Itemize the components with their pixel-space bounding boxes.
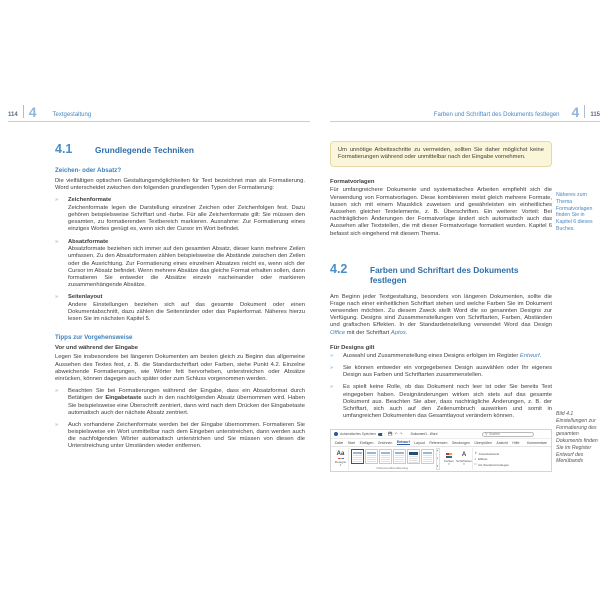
section-title: Grundlegende Techniken [95, 145, 194, 155]
formatvorlagen-paragraph: Für umfangreichere Dokumente und systematisches Arbeiten empfiehlt sich die Verwendung von Formatvorlagen. Diese kombinieren meist gleich mehrere Formate, lassen sich mit einem Mausklick zuweisen und gewährleisten ein einheitliches Aussehen gleicher Textelemente, z. B. Überschriften. Ein weiterer Vorteil: Bei nachträglichen Änderungen der Formatvorlage ändert sich automatisch auch das Aussehen aller Textstellen, die mit dieser Formatvorlage formatiert wurden. Kapitel 6 befasst sich eingehend mit diesem Thema. [330, 187, 552, 237]
page-left [8, 95, 310, 451]
bullet-text [68, 388, 305, 417]
subheading-zeichen-oder-absatz: Zeichen- oder Absatz? [55, 167, 122, 174]
style-set-thumbnail [407, 449, 420, 464]
right-page-number: 115 [590, 112, 600, 118]
tab-sendungen: Sendungen [451, 440, 470, 445]
style-set-thumbnail [365, 449, 378, 464]
colors-label: Farben [444, 459, 454, 464]
intro-mid: mit der Schriftart [345, 329, 391, 336]
right-text-column [330, 141, 552, 472]
bullet-title: Zeichenformate [68, 197, 112, 204]
group-label-dokumentformatierung: Dokumentformatierung [376, 465, 408, 470]
tip-text-pre: Beachten Sie bei Formatierungen während der Eingabe, dass ein Absatzformat durch Betätigen der [68, 388, 305, 402]
effects-label: Effekte [477, 457, 488, 462]
effects-icon: ◐ [474, 456, 477, 461]
undo-icon: ↶ [394, 431, 398, 436]
word-title-bar [331, 430, 551, 439]
designs-button [333, 448, 349, 470]
gallery-thumbnails [351, 449, 434, 464]
bullet-body [68, 294, 305, 323]
formatvorlagen-heading: Formatvorlagen [330, 179, 375, 186]
paragraph-spacing-label: Absatzabstand [478, 451, 500, 456]
style-set-thumbnail [379, 449, 392, 464]
list-item-design-3 [330, 384, 552, 420]
designs-palette-icon [338, 458, 344, 460]
design-name-office: Office [330, 329, 346, 336]
paragraph-spacing-button [475, 452, 550, 456]
chevron-down-icon: ▾ [463, 462, 465, 467]
search-icon: ⚲ [485, 431, 488, 436]
tab-ueberpruefen: Überprüfen [474, 440, 492, 445]
chevron-down-icon: ▾ [448, 462, 450, 467]
tip-note-box [330, 141, 552, 167]
bullet-body [68, 239, 305, 290]
document-title: Dokument1 - Word [410, 432, 438, 437]
section-4-1-heading [55, 142, 305, 156]
bullet-chevron-icon: » [55, 421, 59, 428]
thumb-title-bar [367, 452, 376, 454]
style-set-thumbnail [393, 449, 406, 464]
style-set-gallery [349, 448, 439, 470]
list-item-seitenlayout [55, 294, 305, 323]
bullet-text: Zeichenformate legen die Darstellung einzelner Zeichen oder Zeichenfolgen fest. Dazu gehören beispielsweise Schriftart und -farbe. Für alle Zeichenformate gilt: Sie müssen den gesamten, zu formatierenden Textbereich markieren. Ausnahme: Zur Formatierung eines einziges Wortes genügt es, wenn sich der Cursor im Wort befindet. [68, 204, 305, 233]
subsubheading-eingabe: Vor und während der Eingabe [55, 345, 139, 352]
fonts-icon: A [461, 452, 467, 459]
bullet-chevron-icon: » [55, 294, 59, 301]
register-entwurf-ref: Entwurf [519, 352, 540, 359]
bullet-text: Absatzformate beziehen sich immer auf den gesamten Absatz, dieser kann mehrere Zeilen umfassen. Zu den Absatzformaten zählen beispielsweise die Abstände zwischen den Zeilen oder die Ausrichtung. Zur Formatierung eines einzelnen Absatzes reicht es, wenn sich der Cursor im Absatz befindet. Wenn mehrere Absätze das gleiche Format erhalten sollen, dann formatieren Sie entweder die Absätze einzeln nacheinander oder markieren zusammenhängende Absätze. [68, 246, 305, 289]
intro-end: . [405, 329, 408, 336]
fuer-designs-gilt-heading: Für Designs gilt [330, 344, 375, 351]
tab-zeichnen: Zeichnen [377, 440, 393, 445]
intro-pre: Am Beginn jeder Textgestaltung, besonders von längeren Dokumenten, sollte die Frage nach einer einheitlichen Schriftart stehen und welche Farben Sie im Dokument verwenden möchten. Zu diesem Zweck stellt Word die so genannten Designs zur Verfügung. Designs sind Zusammenstellungen von Schriftarten, Farben, Abständen und grafischen Effekten. In der Standardeinstellung verwendet Word das Design [330, 293, 552, 329]
set-default-label: Als Standard festlegen [477, 462, 510, 467]
designs-icon: Aa [336, 451, 345, 458]
right-chapter-number: 4 [571, 104, 580, 120]
tips-intro-paragraph: Legen Sie insbesondere bei längeren Dokumenten am besten gleich zu Beginn das allgemeine Aussehen des Textes fest, z. B. die Standardschriftart oder Farben, siehe Punkt 4.2. Einzelne abweichende Formatierungen, wie Wörter fett hervorheben, unterstreichen oder Absätze einrücken, können dagegen auch später oder zum Schluss vorgenommen werden. [55, 354, 305, 382]
bullet-body [68, 197, 305, 233]
redo-icon: ↷ [399, 431, 403, 436]
note-box-text: Um unnötige Arbeitsschritte zu vermeiden, sollten Sie daher möglichst keine Formatierungen während oder unmittelbar nach der Eingabe vornehmen. [338, 147, 544, 161]
bullet-chevron-icon: » [330, 365, 334, 371]
bullet-text: Sie können entweder ein vorgegebenes Design auswählen oder Ihr eigenes Design aus Farben und Schriftarten zusammenstellen. [343, 365, 552, 379]
thumb-text-lines [367, 455, 376, 463]
design-bullet-pre: Auswahl und Zusammenstellung eines Designs erfolgen im Register [343, 352, 520, 359]
thumb-text-lines [395, 455, 404, 463]
section-title: Farben und Schriftart des Dokuments festlegen [370, 264, 519, 285]
page-right [330, 95, 600, 472]
thumb-text-lines [381, 455, 390, 463]
bullet-text: Es spielt keine Rolle, ob das Dokument noch leer ist oder Sie bereits Text eingegeben haben. Designänderungen wirken sich stets auf das gesamte Dokument aus. Beachten Sie aber, dass nachträgliche Änderungen, z. B. der Schriftart, sich auch auf den Zeilenumbruch auswirken und somit in umfangreichen Dokumenten das Gesamtlayout verändern können. [343, 384, 552, 420]
left-page-number: 114 [8, 112, 18, 118]
autosave-label: Automatisches Speichern [340, 432, 377, 437]
search-input [482, 432, 534, 437]
tab-datei: Datei [335, 440, 344, 445]
word-ribbon-screenshot [330, 429, 552, 472]
scroll-down-icon: ▾ [436, 457, 439, 461]
header-divider [23, 105, 24, 118]
tab-entwurf-active: Entwurf [396, 440, 410, 445]
scroll-up-icon: ▴ [436, 449, 439, 453]
tab-start: Start [347, 440, 356, 445]
section-number: 4.1 [55, 142, 73, 156]
tip-text-post: auch in den nachfolgenden Absatz übernommen wird. Haben Sie beispielsweise eine Überschrift zentriert, dann wird nach dem Drücken der Eingabetaste automatisch auch der nächste Absatz zentriert. [68, 395, 305, 416]
search-placeholder: Suchen [488, 432, 500, 437]
colors-icon [446, 453, 452, 459]
right-header-title: Farben und Schriftart des Dokuments festlegen [433, 112, 560, 118]
designs-label: Designs [334, 460, 347, 465]
left-header-title: Textgestaltung [52, 112, 92, 118]
style-set-thumbnail [351, 449, 364, 464]
list-item-zeichenformate [55, 197, 305, 233]
tab-referenzen: Referenzen [429, 440, 448, 445]
thumb-title-bar [381, 452, 390, 454]
ribbon-body [331, 447, 551, 471]
gallery-scrollbar [436, 448, 440, 470]
left-text-column [8, 142, 310, 451]
left-chapter-number: 4 [28, 104, 37, 120]
list-item-design-1 [330, 353, 552, 360]
autosave-toggle [378, 433, 385, 437]
right-running-head [330, 95, 600, 122]
bullet-text [343, 353, 552, 360]
list-item-absatzformate [55, 239, 305, 290]
font-name-aptos: Aptos [390, 329, 406, 336]
tip-text-bold: Eingabetaste [105, 395, 142, 402]
chevron-down-icon: ▾ [339, 463, 342, 468]
thumb-text-lines [353, 455, 362, 463]
tab-layout: Layout [414, 440, 425, 445]
subheading-tipps: Tipps zur Vorgehensweise [55, 334, 133, 342]
thumb-text-lines [409, 456, 418, 464]
bullet-chevron-icon: » [330, 384, 334, 391]
thumb-title-bar [423, 452, 432, 454]
tab-einfuegen: Einfügen [359, 440, 374, 445]
bullet-text: Auch vorhandene Zeichenformate werden bei der Eingabe übernommen. Formatieren Sie beispielsweise ein Wort unmittelbar nach dem Eingeben unterstreichen, dann werden auch die nachfolgenden Wörter automatisch unterstrichen und Sie müssen von diesen die Unterstreichung unter Umständen wieder entfernen. [68, 421, 305, 450]
header-divider [584, 105, 585, 118]
ribbon-tab-row [331, 439, 551, 447]
tab-ansicht: Ansicht [496, 440, 508, 445]
thumb-text-lines [423, 455, 432, 463]
margin-note-formatvorlagen: Näheres zum Thema Formatvorlagen finden Sie in Kapitel 6 dieses Buches. [556, 192, 593, 232]
style-set-thumbnail [421, 449, 434, 464]
gallery-expand-icon: ▼ [436, 464, 439, 468]
list-item-design-2 [330, 365, 552, 379]
design-bullet-post: . [539, 352, 542, 359]
effects-button [475, 457, 550, 461]
bullet-title: Seitenlayout [68, 294, 103, 301]
fonts-button [457, 448, 472, 470]
bullet-chevron-icon: » [330, 352, 334, 359]
bullet-text: Andere Einstellungen beziehen sich auf das gesamte Dokument oder einen Dokumentabschnitt, dazu zählen die Seitenränder oder das Papierformat. Näheres hierzu lesen Sie im nächsten Kapitel 5. [68, 301, 305, 323]
list-item-tip-1 [55, 388, 305, 417]
list-item-tip-2 [55, 422, 305, 451]
intro-paragraph: Die vielfältigen optischen Gestaltungsmöglichkeiten für Text bezeichnet man als Formatierung. Word unterscheidet zwischen den folgenden grundlegenden Typen der Formatierung: [55, 178, 305, 192]
colors-button [442, 448, 457, 470]
thumb-title-bar [395, 452, 404, 454]
bullet-chevron-icon: » [55, 238, 59, 245]
bullet-title: Absatzformate [68, 238, 109, 245]
fonts-label: Schriftarten [456, 459, 472, 464]
swatch [449, 456, 452, 459]
bullet-chevron-icon: » [55, 197, 59, 204]
word-logo-icon [334, 432, 338, 436]
section-4-2-intro [330, 294, 552, 337]
ribbon-right-stack [472, 448, 550, 470]
bullet-chevron-icon: » [55, 388, 59, 395]
tab-hilfe: Hilfe [512, 440, 520, 445]
section-4-2-heading [330, 262, 552, 285]
thumb-title-bar [353, 452, 362, 454]
set-default-icon: □ [474, 462, 477, 467]
thumb-title-bar [409, 452, 418, 456]
left-running-head [8, 95, 310, 122]
figure-caption-bild-4-1: Bild 4.1 Einstellungen zur Formatierung des gesamten Dokuments finden Sie im Register Entwurf des Menübands [556, 411, 598, 465]
save-icon: 💾 [388, 431, 393, 436]
section-number: 4.2 [330, 261, 348, 276]
comments-label: Kommentare [526, 440, 547, 445]
set-as-default-button [475, 463, 550, 467]
paragraph-spacing-icon: ⇕ [474, 451, 478, 456]
